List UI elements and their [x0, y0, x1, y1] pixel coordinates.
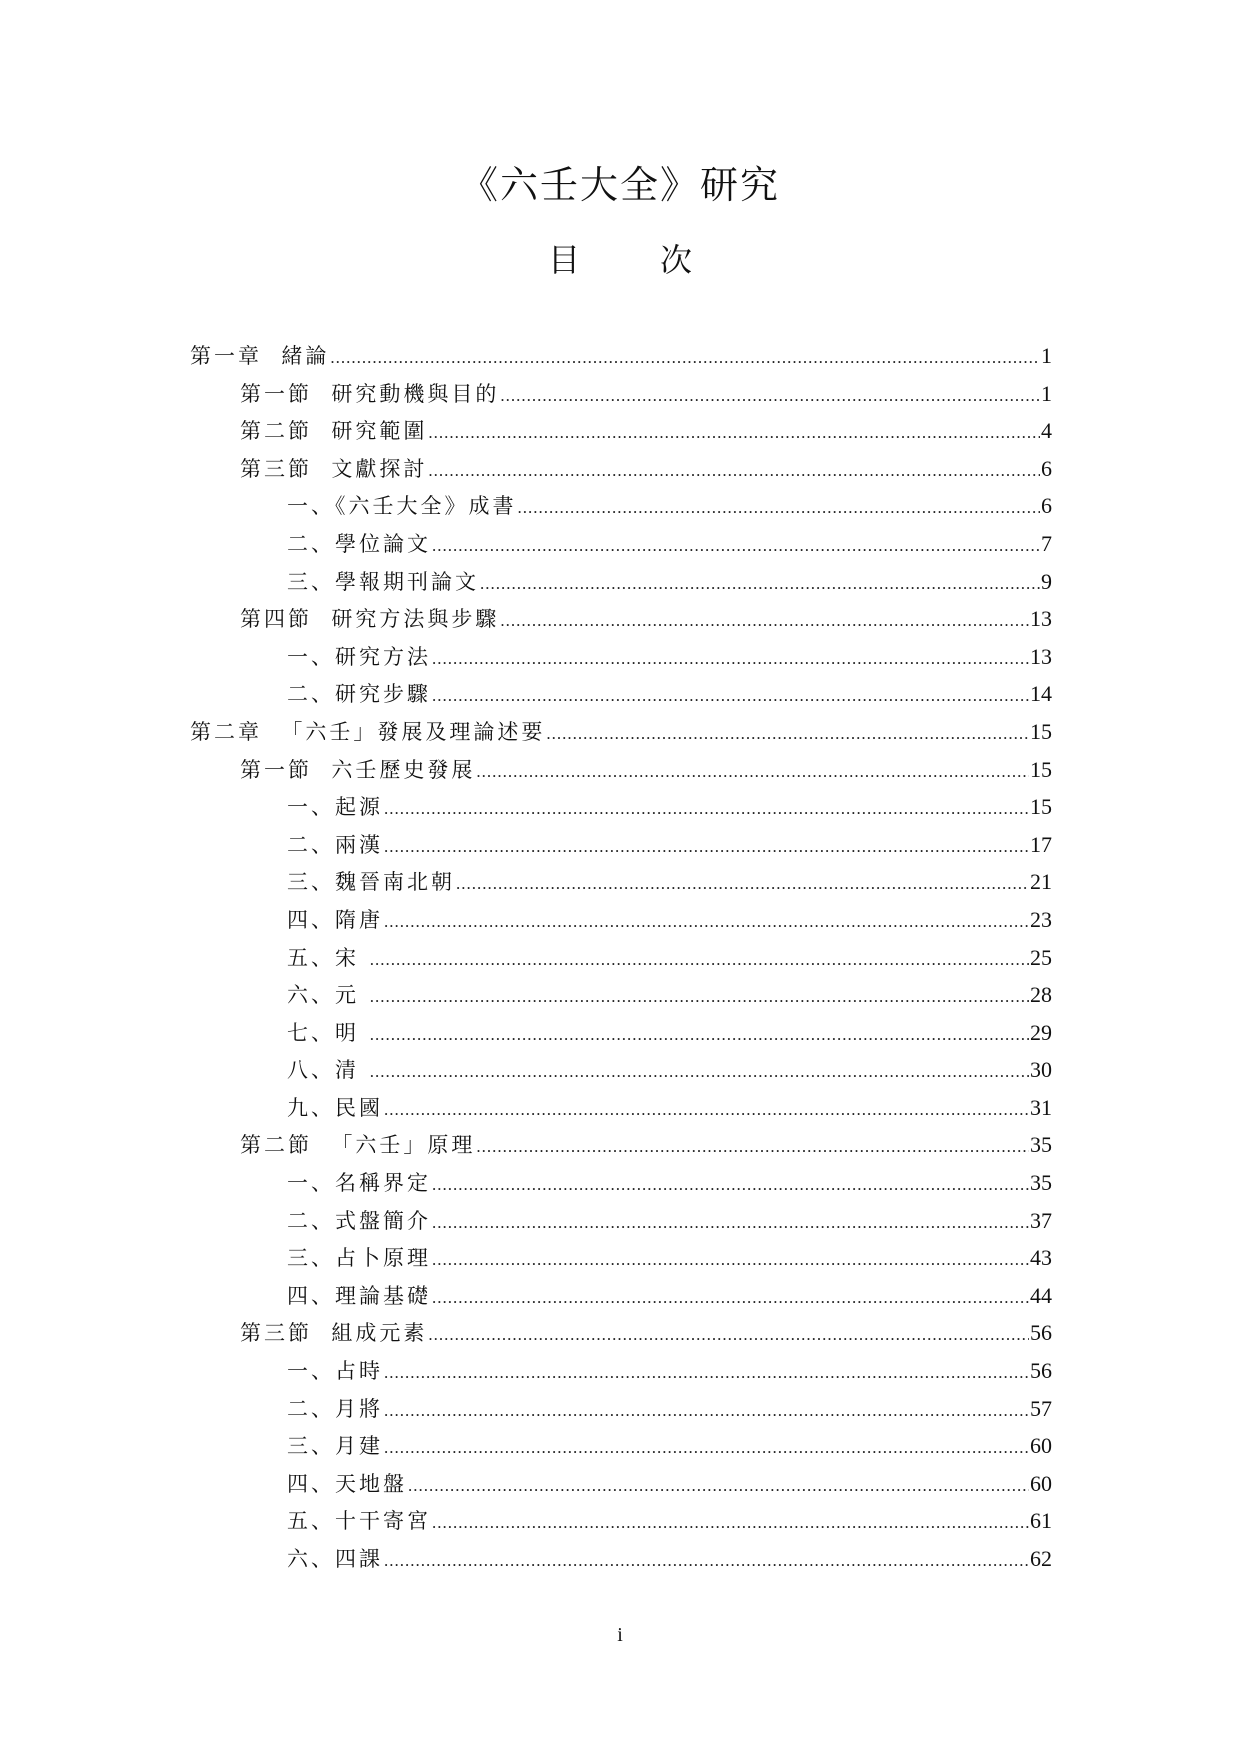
toc-entry-page-number: 15 — [1030, 756, 1052, 782]
toc-entry-page-number: 28 — [1030, 982, 1052, 1008]
toc-entry-page-number: 44 — [1030, 1282, 1052, 1308]
dot-leader — [384, 1429, 1029, 1467]
toc-entry-label: 三、魏晉南北朝 — [287, 870, 455, 895]
toc-entry-page-number: 1 — [1041, 343, 1052, 368]
toc-entry-label: 一、研究方法 — [287, 644, 431, 669]
toc-entry[interactable] — [190, 1089, 1052, 1127]
toc-heading — [0, 238, 1240, 282]
dot-leader — [518, 489, 1041, 527]
toc-entry[interactable] — [190, 751, 1052, 789]
toc-entry[interactable] — [190, 1126, 1052, 1164]
toc-entry-page-number: 35 — [1030, 1132, 1052, 1158]
toc-entry[interactable] — [190, 675, 1052, 713]
toc-entry-label: 第四節 研究方法與步驟 — [240, 607, 500, 632]
dot-leader — [432, 1204, 1029, 1242]
toc-entry-label: 第一節 六壬歷史發展 — [240, 757, 476, 782]
toc-entry[interactable] — [190, 412, 1052, 450]
toc-entry[interactable] — [190, 1277, 1052, 1315]
toc-entry[interactable] — [190, 1427, 1052, 1465]
dot-leader — [370, 1053, 1029, 1091]
dot-leader — [384, 903, 1029, 941]
toc-entry-page-number: 14 — [1030, 681, 1052, 707]
dot-leader — [480, 565, 1040, 603]
toc-entry[interactable] — [190, 863, 1052, 901]
toc-entry-label: 第二章 「六壬」發展及理論述要 — [190, 719, 546, 744]
toc-entry[interactable] — [190, 1014, 1052, 1052]
dot-leader — [432, 1166, 1029, 1204]
dot-leader — [476, 1128, 1029, 1166]
toc-entry-page-number: 6 — [1041, 493, 1052, 519]
toc-entry-label: 六、四課 — [287, 1547, 383, 1571]
toc-entry-label: 六、元 — [287, 983, 369, 1008]
dot-leader — [370, 941, 1029, 979]
toc-entry-label: 二、研究步驟 — [287, 682, 431, 707]
document-title: 《六壬大全》研究 — [459, 163, 780, 207]
dot-leader — [428, 452, 1040, 490]
toc-entry[interactable] — [190, 788, 1052, 826]
toc-entry[interactable] — [190, 826, 1052, 864]
toc-entry-page-number: 30 — [1030, 1057, 1052, 1083]
toc-entry-page-number: 17 — [1030, 831, 1052, 857]
dot-leader — [384, 790, 1029, 828]
toc-entry[interactable] — [190, 1540, 1052, 1578]
dot-leader — [384, 1392, 1029, 1430]
toc-entry[interactable] — [190, 1314, 1052, 1352]
toc-entry-label: 一、起源 — [287, 795, 383, 820]
toc-entry-page-number: 13 — [1030, 643, 1052, 669]
toc-entry-label: 一、《六壬大全》成書 — [287, 494, 517, 519]
toc-entry-label: 三、占卜原理 — [287, 1246, 431, 1271]
toc-entry-page-number: 1 — [1041, 380, 1052, 406]
toc-entry-page-number: 13 — [1030, 606, 1052, 632]
dot-leader — [500, 377, 1040, 415]
toc-entry-label: 九、民國 — [287, 1095, 383, 1120]
toc-entry-label: 五、十干寄宮 — [287, 1509, 431, 1534]
toc-entry-page-number: 15 — [1030, 794, 1052, 820]
toc-entry-label: 二、月將 — [287, 1396, 383, 1421]
toc-entry[interactable] — [190, 600, 1052, 638]
toc-entry-label: 第一章 緒論 — [190, 344, 330, 368]
toc-entry[interactable] — [190, 450, 1052, 488]
dot-leader — [456, 865, 1029, 903]
toc-entry-page-number: 7 — [1041, 530, 1052, 556]
toc-entry-label: 四、理論基礎 — [287, 1283, 431, 1308]
toc-entry-page-number: 61 — [1030, 1508, 1052, 1534]
toc-entry[interactable] — [190, 1051, 1052, 1089]
toc-entry-page-number: 43 — [1030, 1245, 1052, 1271]
toc-entry-page-number: 15 — [1030, 718, 1052, 744]
toc-entry-page-number: 60 — [1030, 1470, 1052, 1496]
toc-entry[interactable] — [190, 1465, 1052, 1503]
dot-leader — [428, 1316, 1029, 1354]
dot-leader — [432, 677, 1029, 715]
toc-entry-label: 二、兩漢 — [287, 832, 383, 857]
toc-heading-char-2: 次 — [660, 241, 693, 279]
toc-entry-label: 第一節 研究動機與目的 — [240, 381, 500, 406]
dot-leader — [384, 1354, 1029, 1392]
toc-heading-char-1: 目 — [547, 241, 580, 279]
toc-entry-page-number: 31 — [1030, 1094, 1052, 1120]
dot-leader — [432, 1504, 1029, 1542]
toc-entry[interactable] — [190, 939, 1052, 977]
toc-entry-page-number: 29 — [1030, 1019, 1052, 1045]
dot-leader — [476, 753, 1029, 791]
toc-entry-page-number: 57 — [1030, 1395, 1052, 1421]
toc-entry-label: 三、月建 — [287, 1434, 383, 1459]
toc-entry[interactable] — [190, 713, 1052, 751]
dot-leader — [432, 1241, 1029, 1279]
toc-entry[interactable] — [190, 337, 1052, 375]
toc-entry-page-number: 23 — [1030, 906, 1052, 932]
dot-leader — [384, 828, 1029, 866]
toc-entry-label: 二、式盤簡介 — [287, 1208, 431, 1233]
toc-entry-page-number: 60 — [1030, 1433, 1052, 1459]
dot-leader — [432, 527, 1040, 565]
toc-entry-label: 第二節 「六壬」原理 — [240, 1133, 476, 1158]
toc-entry-label: 第三節 組成元素 — [240, 1321, 428, 1346]
toc-entry-label: 四、天地盤 — [287, 1471, 407, 1496]
toc-entry[interactable] — [190, 638, 1052, 676]
toc-entry[interactable] — [190, 375, 1052, 413]
toc-entry-label: 五、宋 — [287, 945, 369, 970]
dot-leader — [384, 1091, 1029, 1129]
dot-leader — [370, 1016, 1029, 1054]
toc-entry[interactable] — [190, 1390, 1052, 1428]
dot-leader — [384, 1542, 1029, 1580]
toc-entry[interactable] — [190, 1239, 1052, 1277]
toc-entry-page-number: 62 — [1030, 1546, 1052, 1571]
table-of-contents — [190, 337, 1052, 1578]
toc-entry-label: 第二節 研究範圍 — [240, 419, 428, 444]
toc-entry-page-number: 35 — [1030, 1170, 1052, 1196]
toc-entry-page-number: 37 — [1030, 1207, 1052, 1233]
toc-entry[interactable] — [190, 563, 1052, 601]
dot-leader — [408, 1467, 1029, 1505]
toc-entry[interactable] — [190, 1502, 1052, 1540]
toc-entry[interactable] — [190, 1164, 1052, 1202]
toc-entry[interactable] — [190, 901, 1052, 939]
toc-entry-page-number: 56 — [1030, 1358, 1052, 1384]
toc-entry-label: 三、學報期刊論文 — [287, 569, 479, 594]
toc-entry-label: 一、占時 — [287, 1359, 383, 1384]
toc-entry-label: 二、學位論文 — [287, 531, 431, 556]
dot-leader — [432, 1279, 1029, 1317]
toc-entry[interactable] — [190, 976, 1052, 1014]
dot-leader — [432, 640, 1029, 678]
toc-entry[interactable] — [190, 487, 1052, 525]
dot-leader — [546, 715, 1029, 753]
toc-entry-page-number: 56 — [1030, 1320, 1052, 1346]
toc-entry[interactable] — [190, 525, 1052, 563]
dot-leader — [370, 978, 1029, 1016]
toc-entry-label: 四、隋唐 — [287, 907, 383, 932]
toc-entry-label: 八、清 — [287, 1058, 369, 1083]
toc-entry-label: 七、明 — [287, 1020, 369, 1045]
toc-entry-page-number: 21 — [1030, 869, 1052, 895]
dot-leader — [428, 414, 1040, 452]
toc-entry-label: 一、名稱界定 — [287, 1171, 431, 1196]
toc-entry-page-number: 9 — [1041, 568, 1052, 594]
dot-leader — [500, 602, 1029, 640]
toc-entry-page-number: 6 — [1041, 455, 1052, 481]
dot-leader — [330, 339, 1040, 377]
toc-entry-label: 第三節 文獻探討 — [240, 456, 428, 481]
toc-entry-page-number: 25 — [1030, 944, 1052, 970]
page-number-footer: i — [617, 1624, 623, 1646]
toc-entry[interactable] — [190, 1352, 1052, 1390]
toc-entry-page-number: 4 — [1041, 418, 1052, 444]
toc-entry[interactable] — [190, 1202, 1052, 1240]
